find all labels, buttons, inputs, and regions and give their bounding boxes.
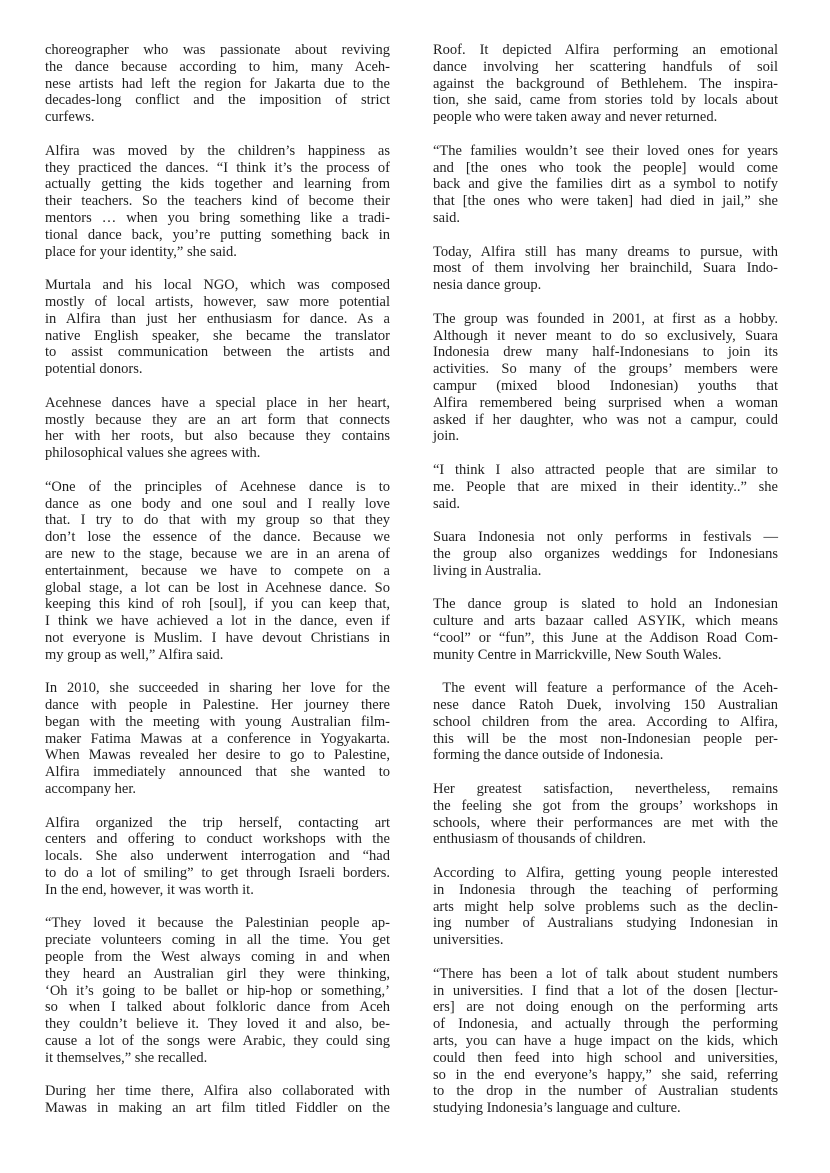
text-line: curfews. (45, 109, 95, 126)
text-line: When Mawas revealed her desire to go to Palestine, (45, 747, 390, 764)
text-line: don’t lose the essence of the dance. Because we (45, 529, 390, 546)
text-line: global stage, a lot can be lost in Acehnese dance. So (45, 579, 390, 596)
text-line: philosophical values she agrees with. (45, 445, 261, 462)
text-line: in Alfira than just her enthusiasm for dance. As a (45, 310, 390, 327)
text-line: arts, you can have a huge impact on the kids, which (433, 1033, 778, 1050)
text-line: their teachers. So the teachers kind of become their (45, 193, 390, 210)
text-line: During her time there, Alfira also collaborated with (45, 1083, 390, 1100)
text-line: The group was founded in 2001, at first as a hobby. (433, 310, 778, 327)
text-line: her with her roots, but also because they contains (45, 428, 390, 445)
paragraph (45, 479, 390, 664)
paragraph (433, 244, 778, 294)
text-line: tional dance back, you’re putting something back in (45, 226, 390, 243)
text-line: activities. So many of the groups’ members were (433, 361, 778, 378)
text-line: The event will feature a performance of the Aceh- (433, 680, 779, 697)
text-line: decades-long conflict and the imposition of strict (45, 92, 390, 109)
paragraph (433, 311, 778, 445)
paragraph (433, 42, 778, 126)
text-line: people from the West always coming in and when (45, 949, 390, 966)
text-line: mostly of local artists, however, saw more potential (45, 293, 390, 310)
text-line: The dance group is slated to hold an Indonesian (433, 596, 778, 613)
text-line: the feeling she got from the groups’ workshops in (433, 797, 778, 814)
paragraph (433, 143, 778, 227)
text-line: accompany her. (45, 781, 136, 798)
text-line: Alfira was moved by the children’s happiness as (45, 142, 390, 159)
text-line: living in Australia. (433, 562, 542, 579)
text-line: Mawas in making an art film titled Fiddler on the (45, 1100, 390, 1117)
text-line: maker Fatima Mawas at a conference in Yogyakarta. (45, 730, 390, 747)
paragraph (45, 915, 390, 1066)
text-line: culture and arts bazaar called ASYIK, which means (433, 613, 778, 630)
paragraph (433, 865, 778, 949)
paragraph (45, 680, 390, 798)
text-line: forming the dance outside of Indonesia. (433, 747, 664, 764)
text-line: Although it never meant to do so exclusively, Suara (433, 327, 778, 344)
text-line: they practiced the dances. “I think it’s the process of (45, 159, 390, 176)
text-line: munity Centre in Marrickville, New South Wales. (433, 646, 722, 663)
text-line: not everyone is Muslim. I have devout Christians in (45, 629, 390, 646)
paragraph (433, 680, 778, 764)
text-line: Alfira immediately announced that she wanted to (45, 764, 390, 781)
text-line: it themselves,” she recalled. (45, 1049, 208, 1066)
text-line: back and give the families dirt as a symbol to notify (433, 176, 778, 193)
paragraph (433, 781, 778, 848)
text-line: I think we have achieved a lot in the dance, even if (45, 613, 390, 630)
text-line: Murtala and his local NGO, which was composed (45, 277, 390, 294)
text-line: ing number of Australians studying Indonesian in (433, 915, 778, 932)
text-line: Alfira organized the trip herself, contacting art (45, 814, 390, 831)
text-line: campur (mixed blood Indonesian) youths that (433, 377, 778, 394)
text-line: Roof. It depicted Alfira performing an emotional (433, 42, 778, 58)
text-line: asked if her daughter, who was not a campur, could (433, 411, 778, 428)
text-line: According to Alfira, getting young people interested (433, 865, 778, 882)
text-line: cause a lot of the songs were Arabic, they could sing (45, 1033, 390, 1050)
text-line: schools, where their performances are met with the (433, 814, 778, 831)
paragraph (45, 815, 390, 899)
text-line: and [the ones who took the people] would come (433, 159, 778, 176)
text-line: “The families wouldn’t see their loved ones for years (433, 142, 778, 159)
text-line: nese dance Ratoh Duek, involving 150 Australian (433, 697, 778, 714)
text-line: Her greatest satisfaction, nevertheless, remains (433, 781, 778, 798)
text-line: in Indonesia through the teaching of performing (433, 881, 778, 898)
article-column-left (45, 42, 390, 1117)
text-line: locals. She also underwent interrogation and “had (45, 848, 390, 865)
text-line: universities. (433, 932, 504, 949)
text-line: tion, she said, came from stories told by locals about (433, 92, 778, 109)
paragraph (433, 462, 778, 512)
text-line: “One of the principles of Acehnese dance is to (45, 478, 390, 495)
paragraph (433, 966, 778, 1117)
text-line: against the background of Bethlehem. The inspira- (433, 75, 778, 92)
text-line: place for your identity,” she said. (45, 243, 237, 260)
text-line: potential donors. (45, 361, 143, 378)
text-line: native English speaker, she became the translator (45, 327, 390, 344)
text-line: preciate volunteers coming in all the time. You get (45, 932, 390, 949)
paragraph (45, 143, 390, 261)
text-line: dance involving her scattering handfuls of soil (433, 58, 778, 75)
text-line: my group as well,” Alfira said. (45, 646, 224, 663)
text-line: they couldn’t believe it. They loved it and also, be- (45, 1016, 390, 1033)
text-line: so when I talked about folkloric dance from Aceh (45, 999, 390, 1016)
text-line: nesia dance group. (433, 277, 542, 294)
text-line: that [the ones who were taken] had died in jail,” she (433, 193, 778, 210)
text-line: most of them involving her brainchild, Suara Indo- (433, 260, 778, 277)
text-line: centers and offering to conduct workshops with the (45, 831, 390, 848)
text-line: the dance because according to him, many Aceh- (45, 58, 390, 75)
text-line: Suara Indonesia not only performs in festivals — (433, 529, 778, 546)
text-line: the group also organizes weddings for Indonesians (433, 545, 778, 562)
text-line: that. I try to do that with my group so that they (45, 512, 390, 529)
text-line: arts might help solve problems such as the declin- (433, 898, 778, 915)
article-columns (45, 42, 778, 1117)
text-line: began with the meeting with young Australian film- (45, 713, 390, 730)
text-line: so in the end everyone’s happy,” she said, referring (433, 1066, 778, 1083)
paragraph (45, 277, 390, 378)
text-line: “There has been a lot of talk about student numbers (433, 965, 778, 982)
text-line: join. (433, 428, 460, 445)
text-line: mostly because they are an art form that connects (45, 411, 390, 428)
text-line: studying Indonesia’s language and culture. (433, 1100, 681, 1117)
text-line: to the drop in the number of Australian students (433, 1083, 778, 1100)
text-line: dance as one body and one soul and I really love (45, 495, 390, 512)
text-line: ‘Oh it’s going to be ballet or hip-hop or something,’ (45, 982, 390, 999)
article-column-right (433, 42, 778, 1117)
paragraph (433, 529, 778, 579)
text-line: nese artists had left the region for Jakarta due to the (45, 75, 390, 92)
text-line: in universities. I find that a lot of the dosen [lectur- (433, 982, 778, 999)
text-line: people who were taken away and never returned. (433, 109, 718, 126)
text-line: to do a lot of smiling” to get through Israeli borders. (45, 865, 390, 882)
paragraph (45, 42, 390, 126)
text-line: ers] are not doing enough on the performing arts (433, 999, 778, 1016)
text-line: could then feed into high school and universities, (433, 1049, 778, 1066)
text-line: said. (433, 209, 460, 226)
text-line: they heard an Australian girl they were thinking, (45, 965, 390, 982)
text-line: choreographer who was passionate about reviving (45, 42, 390, 58)
text-line: of Indonesia, and actually through the performing (433, 1016, 778, 1033)
text-line: Acehnese dances have a special place in her heart, (45, 394, 390, 411)
text-line: dance with people in Palestine. Her journey there (45, 697, 390, 714)
text-line: In 2010, she succeeded in sharing her love for the (45, 680, 390, 697)
text-line: Alfira remembered being surprised when a woman (433, 394, 778, 411)
text-line: me. People that are mixed in their identity..” she (433, 478, 778, 495)
text-line: mentors … when you bring something like a tradi- (45, 209, 390, 226)
text-line: this will be the most non-Indonesian people per- (433, 730, 778, 747)
text-line: are new to the stage, because we are in an arena of (45, 545, 390, 562)
text-line: Today, Alfira still has many dreams to pursue, with (433, 243, 778, 260)
paragraph (45, 395, 390, 462)
paragraph (433, 596, 778, 663)
text-line: said. (433, 495, 460, 512)
text-line: In the end, however, it was worth it. (45, 881, 254, 898)
text-line: school children from the area. According to Alfira, (433, 713, 778, 730)
text-line: entertainment, because we have to compete on a (45, 562, 390, 579)
text-line: keeping this kind of roh [soul], if you can keep that, (45, 596, 390, 613)
text-line: Indonesia drew many half-Indonesians to join its (433, 344, 778, 361)
paragraph (45, 1083, 390, 1117)
text-line: “They loved it because the Palestinian people ap- (45, 915, 390, 932)
text-line: actually getting the kids together and learning from (45, 176, 390, 193)
text-line: to assist communication between the artists and (45, 344, 390, 361)
text-line: “I think I also attracted people that are similar to (433, 461, 778, 478)
text-line: “cool” or “fun”, this June at the Addison Road Com- (433, 629, 778, 646)
text-line: enthusiasm of thousands of children. (433, 831, 647, 848)
